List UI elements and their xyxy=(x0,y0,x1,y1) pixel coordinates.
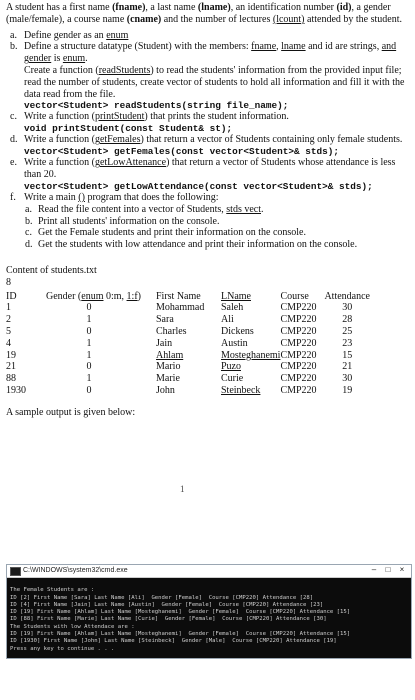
cell-lname: Puzo xyxy=(221,361,241,373)
task-term: lname xyxy=(281,41,306,53)
intro-cname: (cname) xyxy=(126,13,162,25)
cell-gender: 1 xyxy=(86,337,92,349)
task-text: program that does the following: xyxy=(84,191,219,203)
task-text: Define a structure datatype (Student) with the members: xyxy=(24,41,252,53)
task-text: ) that return a vector of Students whose attendance is less than 20. xyxy=(24,157,396,181)
cell-gender: 0 xyxy=(86,325,92,337)
cell-id: 5 xyxy=(6,325,11,337)
task-text: Write a function ( xyxy=(24,111,95,123)
task-b xyxy=(10,41,410,112)
table-row xyxy=(6,326,370,338)
intro-text: attended by the student. xyxy=(304,13,402,25)
task-text: Write a function ( xyxy=(24,134,95,146)
cell-course: CMP220 xyxy=(280,325,317,337)
table-row xyxy=(6,338,370,350)
subtask-d xyxy=(25,239,410,251)
console-line: ID [4] First Name [Jain] Last Name [Austin] Gender [Female] Course [CMP220] Attendance [23] xyxy=(10,601,324,608)
file-section-title: Content of students.txt xyxy=(6,264,97,276)
task-marker: b. xyxy=(10,41,18,53)
task-term: () xyxy=(78,191,85,203)
table-row xyxy=(6,350,370,362)
subtask-marker: a. xyxy=(25,203,32,215)
intro-text: and the number of lectures xyxy=(161,13,273,25)
task-text: Write a function ( xyxy=(24,157,95,169)
task-text: ) that prints the student information. xyxy=(144,111,289,123)
console-line: ID [19] First Name [Ahlam] Last Name [Mosteghanemi] Gender [Female] Course [CMP220] Attendance [15] xyxy=(10,631,351,638)
subtask-text: Print all students' information on the console. xyxy=(38,215,220,227)
code-signature: vector<Student> readStudents(string file_name); xyxy=(24,100,289,112)
header-lname: LName xyxy=(221,290,251,302)
console-line: ID [2] First Name [Sara] Last Name [Ali] Gender [Female] Course [CMP220] Attendance [28] xyxy=(10,594,314,601)
intro-text: , an identification number xyxy=(230,2,337,13)
cell-attendance: 21 xyxy=(342,361,353,373)
students-table xyxy=(6,291,370,397)
task-term: enum xyxy=(106,29,129,41)
cell-lname: Ali xyxy=(221,314,234,326)
task-e xyxy=(10,157,410,192)
task-term: fname xyxy=(251,41,277,53)
cell-gender: 1 xyxy=(86,373,92,385)
intro-text: , a gender (male/female), a course name xyxy=(6,2,391,25)
header-gender-term: 1:f xyxy=(126,290,138,302)
cell-fname: Jain xyxy=(156,337,173,349)
header-gender-text: ) xyxy=(137,290,141,302)
subtask-text: . xyxy=(261,203,264,215)
student-count: 8 xyxy=(6,276,11,288)
task-b-paragraph xyxy=(24,65,410,100)
cell-attendance: 25 xyxy=(342,325,353,337)
close-button[interactable]: × xyxy=(399,565,405,574)
header-course: Course xyxy=(280,290,309,302)
header-gender-term: enum xyxy=(81,290,104,302)
task-f xyxy=(10,191,410,251)
console-line: ID [19] First Name [Ahlam] Last Name [Mosteghanemi] Gender [Female] Course [CMP220] Attendance [15] xyxy=(10,609,351,616)
cell-fname: Sara xyxy=(156,314,174,326)
cell-id: 21 xyxy=(6,361,16,373)
cmd-icon xyxy=(10,567,21,576)
cell-fname: Mohammad xyxy=(156,302,205,314)
task-text: and id are strings, xyxy=(305,41,382,53)
cell-id: 4 xyxy=(6,337,11,349)
cell-id: 88 xyxy=(6,373,16,385)
console-window[interactable] xyxy=(6,564,412,659)
header-id: ID xyxy=(6,290,17,302)
page-number: 1 xyxy=(180,484,185,494)
console-line: The Female Students are : xyxy=(10,587,95,594)
intro-paragraph xyxy=(6,2,410,26)
cell-id: 1930 xyxy=(6,384,26,396)
console-line: ID [88] First Name [Marie] Last Name [Curie] Gender [Female] Course [CMP220] Attendance [30] xyxy=(10,616,327,623)
task-marker: f. xyxy=(10,191,16,203)
console-line: The Students with low Attendace are : xyxy=(10,623,135,630)
console-output xyxy=(7,578,411,670)
task-text: Write a main xyxy=(24,191,79,203)
task-text: , xyxy=(276,41,282,53)
task-text: is xyxy=(51,53,63,65)
intro-lcount: (lcount) xyxy=(272,13,305,25)
cell-course: CMP220 xyxy=(280,361,317,373)
task-text: Create a function ( xyxy=(24,64,99,76)
code-signature: vector<Student> getFemales(const vector<Student>& stds); xyxy=(24,146,340,158)
subtask-term: stds vect xyxy=(226,203,261,215)
cell-id: 2 xyxy=(6,314,11,326)
cell-id: 19 xyxy=(6,349,16,361)
cell-fname: Charles xyxy=(156,325,187,337)
cell-attendance: 19 xyxy=(342,384,353,396)
subtask-marker: d. xyxy=(25,239,33,251)
task-text: ) that return a vector of Students containing only female students. xyxy=(140,134,403,146)
subtask-text: Get the students with low attendance and print their information on the console. xyxy=(38,239,358,251)
task-marker: d. xyxy=(10,134,18,146)
table-row xyxy=(6,302,370,314)
task-marker: e. xyxy=(10,157,17,169)
document-page xyxy=(6,2,410,652)
cell-gender: 0 xyxy=(86,302,92,314)
subtask-c xyxy=(25,227,410,239)
cell-gender: 0 xyxy=(86,361,92,373)
task-text: ) to read the students' information from the provided input file; read the number of students, create vector of students to hold all information and fill it with the data read from the file. xyxy=(24,64,405,100)
cell-fname: Ahlam xyxy=(156,349,184,361)
header-gender-text: 0:m, xyxy=(103,290,127,302)
intro-text: A student has a first name xyxy=(6,2,113,13)
task-a xyxy=(10,29,410,42)
table-row xyxy=(6,385,370,397)
task-c xyxy=(10,111,410,135)
task-term: and gender xyxy=(24,41,397,65)
subtask-marker: c. xyxy=(25,227,32,239)
task-term: enum xyxy=(62,53,86,65)
intro-lname: (lname) xyxy=(197,2,231,13)
header-fname: First Name xyxy=(156,290,201,302)
cell-lname: Dickens xyxy=(221,325,254,337)
table-row xyxy=(6,373,370,385)
cell-lname: Curie xyxy=(221,373,244,385)
console-titlebar[interactable] xyxy=(7,565,411,578)
task-marker: a. xyxy=(10,29,17,41)
subtask-marker: b. xyxy=(25,215,33,227)
table-row xyxy=(6,314,370,326)
cell-attendance: 15 xyxy=(342,349,353,361)
header-gender xyxy=(46,291,156,303)
cell-fname: Marie xyxy=(156,373,180,385)
task-text: Define gender as an xyxy=(24,29,107,41)
cell-course: CMP220 xyxy=(280,384,317,396)
table-row xyxy=(6,361,370,373)
intro-text: , a last name xyxy=(145,2,198,13)
cell-course: CMP220 xyxy=(280,373,317,385)
task-text: . xyxy=(85,53,88,65)
task-term: getLowAttenance xyxy=(94,157,167,169)
sample-output-label: A sample output is given below: xyxy=(6,406,136,418)
task-marker: c. xyxy=(10,111,17,123)
cell-fname: Mario xyxy=(156,361,181,373)
cell-attendance: 30 xyxy=(342,302,353,314)
task-d xyxy=(10,134,410,158)
cell-lname: Saleh xyxy=(221,302,244,314)
subtask-b xyxy=(25,215,410,228)
intro-id: (id) xyxy=(336,2,352,13)
cell-id: 1 xyxy=(6,302,11,314)
cell-course: CMP220 xyxy=(280,314,317,326)
cell-course: CMP220 xyxy=(280,349,317,361)
subtask-a xyxy=(25,203,410,216)
cell-lname: Steinbeck xyxy=(221,384,261,396)
minimize-button[interactable]: – xyxy=(371,565,377,574)
code-signature: void printStudent(const Student& st); xyxy=(24,123,233,135)
cell-fname: John xyxy=(156,384,175,396)
cell-lname: Austin xyxy=(221,337,248,349)
maximize-button[interactable]: □ xyxy=(385,565,391,574)
cell-gender: 0 xyxy=(86,384,92,396)
task-list xyxy=(6,30,410,251)
cell-lname: Mosteghanemi xyxy=(221,349,281,361)
subtask-list xyxy=(24,204,410,251)
table-header-row xyxy=(6,291,370,303)
task-term: readStudents xyxy=(98,64,151,76)
header-gender-text: Gender ( xyxy=(46,290,82,302)
cell-attendance: 30 xyxy=(342,373,353,385)
cell-course: CMP220 xyxy=(280,337,317,349)
cell-attendance: 28 xyxy=(342,314,353,326)
cell-attendance: 23 xyxy=(342,337,353,349)
intro-fname: (fname) xyxy=(112,2,146,13)
task-term: getFemales xyxy=(94,134,141,146)
task-term: printStudent xyxy=(94,111,145,123)
cell-course: CMP220 xyxy=(280,302,317,314)
console-line: Press any key to continue . . . xyxy=(10,645,115,652)
header-attendance: Attendance xyxy=(324,290,370,302)
code-signature: vector<Student> getLowAttendance(const vector<Student>& stds); xyxy=(24,180,373,192)
console-title: C:\WINDOWS\system32\cmd.exe xyxy=(23,567,128,574)
subtask-text: Read the file content into a vector of Students, xyxy=(38,203,227,215)
cell-gender: 1 xyxy=(86,314,92,326)
console-line: ID [1930] First Name [John] Last Name [Steinbeck] Gender [Male] Course [CMP220] Attendance [19] xyxy=(10,638,337,645)
cell-gender: 1 xyxy=(86,349,92,361)
subtask-text: Get the Female students and print their information on the console. xyxy=(38,227,306,239)
